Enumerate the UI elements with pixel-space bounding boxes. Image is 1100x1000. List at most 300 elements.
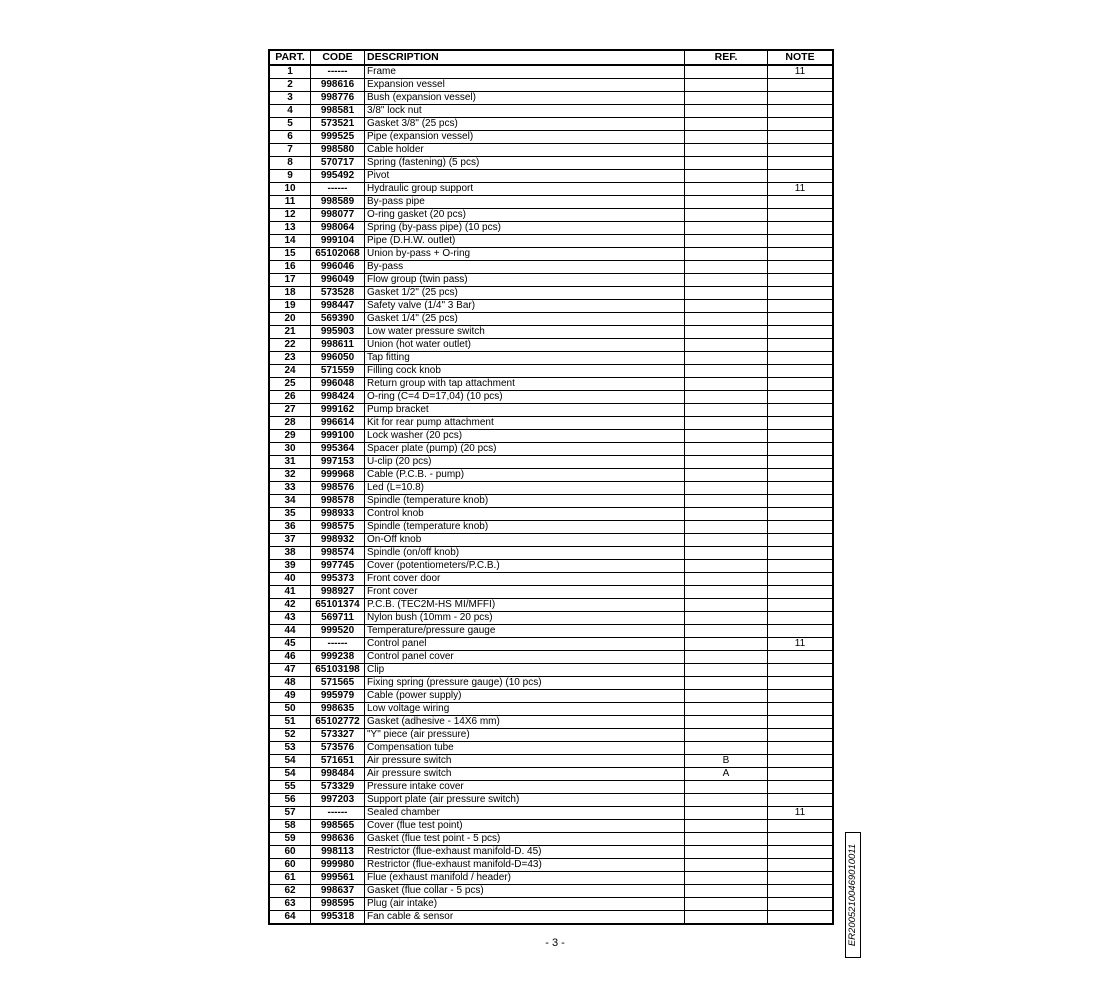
cell-ref bbox=[685, 898, 768, 911]
cell-part: 46 bbox=[269, 651, 311, 664]
cell-code: 996050 bbox=[311, 352, 365, 365]
cell-ref bbox=[685, 651, 768, 664]
cell-code: 998589 bbox=[311, 196, 365, 209]
cell-note bbox=[768, 872, 834, 885]
cell-ref: A bbox=[685, 768, 768, 781]
cell-part: 42 bbox=[269, 599, 311, 612]
cell-ref bbox=[685, 274, 768, 287]
cell-description: Kit for rear pump attachment bbox=[365, 417, 685, 430]
cell-ref bbox=[685, 742, 768, 755]
cell-code: ------ bbox=[311, 807, 365, 820]
cell-description: Union by-pass + O-ring bbox=[365, 248, 685, 261]
cell-note bbox=[768, 482, 834, 495]
cell-code: 998574 bbox=[311, 547, 365, 560]
cell-ref bbox=[685, 248, 768, 261]
cell-part: 34 bbox=[269, 495, 311, 508]
cell-description: Clip bbox=[365, 664, 685, 677]
cell-note bbox=[768, 586, 834, 599]
cell-note bbox=[768, 885, 834, 898]
cell-ref bbox=[685, 222, 768, 235]
cell-code: 998635 bbox=[311, 703, 365, 716]
cell-description: Nylon bush (10mm - 20 pcs) bbox=[365, 612, 685, 625]
cell-code: 999104 bbox=[311, 235, 365, 248]
cell-code: 998576 bbox=[311, 482, 365, 495]
table-row bbox=[269, 157, 833, 170]
table-row bbox=[269, 651, 833, 664]
cell-ref bbox=[685, 183, 768, 196]
table-row bbox=[269, 742, 833, 755]
cell-part: 20 bbox=[269, 313, 311, 326]
cell-ref bbox=[685, 521, 768, 534]
table-row bbox=[269, 820, 833, 833]
cell-code: 996048 bbox=[311, 378, 365, 391]
cell-part: 63 bbox=[269, 898, 311, 911]
cell-part: 40 bbox=[269, 573, 311, 586]
cell-description: Spring (by-pass pipe) (10 pcs) bbox=[365, 222, 685, 235]
cell-ref bbox=[685, 157, 768, 170]
cell-code: 570717 bbox=[311, 157, 365, 170]
cell-note: 11 bbox=[768, 183, 834, 196]
cell-part: 61 bbox=[269, 872, 311, 885]
cell-code: 999162 bbox=[311, 404, 365, 417]
cell-ref bbox=[685, 573, 768, 586]
cell-description: Flue (exhaust manifold / header) bbox=[365, 872, 685, 885]
table-row bbox=[269, 443, 833, 456]
table-row bbox=[269, 65, 833, 79]
cell-note bbox=[768, 690, 834, 703]
cell-note bbox=[768, 664, 834, 677]
cell-code: 998637 bbox=[311, 885, 365, 898]
cell-part: 6 bbox=[269, 131, 311, 144]
table-row bbox=[269, 690, 833, 703]
cell-description: Pivot bbox=[365, 170, 685, 183]
cell-description: Gasket 1/2" (25 pcs) bbox=[365, 287, 685, 300]
cell-code: 997203 bbox=[311, 794, 365, 807]
cell-part: 45 bbox=[269, 638, 311, 651]
cell-description: Support plate (air pressure switch) bbox=[365, 794, 685, 807]
cell-note bbox=[768, 599, 834, 612]
cell-part: 31 bbox=[269, 456, 311, 469]
table-row bbox=[269, 482, 833, 495]
cell-part: 15 bbox=[269, 248, 311, 261]
cell-code: 998077 bbox=[311, 209, 365, 222]
cell-part: 25 bbox=[269, 378, 311, 391]
cell-description: U-clip (20 pcs) bbox=[365, 456, 685, 469]
table-header bbox=[269, 50, 833, 65]
cell-description: Lock washer (20 pcs) bbox=[365, 430, 685, 443]
cell-part: 23 bbox=[269, 352, 311, 365]
cell-note bbox=[768, 404, 834, 417]
cell-part: 62 bbox=[269, 885, 311, 898]
cell-note bbox=[768, 105, 834, 118]
header-description: DESCRIPTION bbox=[365, 50, 685, 65]
cell-code: ------ bbox=[311, 638, 365, 651]
cell-ref bbox=[685, 664, 768, 677]
table-row bbox=[269, 833, 833, 846]
header-part: PART. bbox=[269, 50, 311, 65]
cell-code: 65102772 bbox=[311, 716, 365, 729]
table-row bbox=[269, 898, 833, 911]
cell-code: 999100 bbox=[311, 430, 365, 443]
cell-part: 8 bbox=[269, 157, 311, 170]
cell-code: 569390 bbox=[311, 313, 365, 326]
cell-note bbox=[768, 547, 834, 560]
cell-part: 26 bbox=[269, 391, 311, 404]
cell-ref: B bbox=[685, 755, 768, 768]
cell-note bbox=[768, 157, 834, 170]
cell-note bbox=[768, 820, 834, 833]
table-row bbox=[269, 872, 833, 885]
cell-note bbox=[768, 898, 834, 911]
cell-description: Front cover bbox=[365, 586, 685, 599]
cell-ref bbox=[685, 456, 768, 469]
cell-code: 573327 bbox=[311, 729, 365, 742]
table-row bbox=[269, 521, 833, 534]
cell-description: Air pressure switch bbox=[365, 768, 685, 781]
cell-note bbox=[768, 352, 834, 365]
table-row bbox=[269, 560, 833, 573]
cell-part: 9 bbox=[269, 170, 311, 183]
cell-description: Cable holder bbox=[365, 144, 685, 157]
cell-note bbox=[768, 326, 834, 339]
cell-description: Expansion vessel bbox=[365, 79, 685, 92]
cell-ref bbox=[685, 430, 768, 443]
cell-note bbox=[768, 300, 834, 313]
cell-part: 37 bbox=[269, 534, 311, 547]
table-row bbox=[269, 625, 833, 638]
cell-part: 64 bbox=[269, 911, 311, 925]
cell-description: Gasket 3/8" (25 pcs) bbox=[365, 118, 685, 131]
table-row bbox=[269, 378, 833, 391]
cell-note bbox=[768, 430, 834, 443]
cell-part: 14 bbox=[269, 235, 311, 248]
table-row bbox=[269, 300, 833, 313]
table-row bbox=[269, 781, 833, 794]
cell-description: Pipe (expansion vessel) bbox=[365, 131, 685, 144]
cell-ref bbox=[685, 287, 768, 300]
cell-description: Cable (P.C.B. - pump) bbox=[365, 469, 685, 482]
cell-ref bbox=[685, 638, 768, 651]
cell-code: 995364 bbox=[311, 443, 365, 456]
cell-ref bbox=[685, 495, 768, 508]
table-row bbox=[269, 170, 833, 183]
cell-code: 998927 bbox=[311, 586, 365, 599]
cell-description: On-Off knob bbox=[365, 534, 685, 547]
table-row bbox=[269, 495, 833, 508]
cell-note bbox=[768, 625, 834, 638]
cell-note bbox=[768, 261, 834, 274]
cell-ref bbox=[685, 79, 768, 92]
cell-part: 50 bbox=[269, 703, 311, 716]
table-row bbox=[269, 118, 833, 131]
cell-code: 996614 bbox=[311, 417, 365, 430]
cell-ref bbox=[685, 599, 768, 612]
cell-part: 3 bbox=[269, 92, 311, 105]
cell-part: 4 bbox=[269, 105, 311, 118]
cell-note bbox=[768, 846, 834, 859]
cell-note bbox=[768, 534, 834, 547]
cell-note bbox=[768, 612, 834, 625]
cell-ref bbox=[685, 794, 768, 807]
cell-code: 995492 bbox=[311, 170, 365, 183]
cell-note bbox=[768, 859, 834, 872]
cell-description: Compensation tube bbox=[365, 742, 685, 755]
cell-ref bbox=[685, 586, 768, 599]
cell-code: 573521 bbox=[311, 118, 365, 131]
table-row bbox=[269, 794, 833, 807]
table-row bbox=[269, 352, 833, 365]
cell-ref bbox=[685, 781, 768, 794]
cell-note bbox=[768, 365, 834, 378]
table-row bbox=[269, 235, 833, 248]
table-row bbox=[269, 755, 833, 768]
cell-ref bbox=[685, 378, 768, 391]
cell-part: 52 bbox=[269, 729, 311, 742]
table-row bbox=[269, 703, 833, 716]
table-row bbox=[269, 729, 833, 742]
cell-note bbox=[768, 833, 834, 846]
table-row bbox=[269, 248, 833, 261]
cell-ref bbox=[685, 703, 768, 716]
cell-description: Low voltage wiring bbox=[365, 703, 685, 716]
cell-ref bbox=[685, 313, 768, 326]
cell-ref bbox=[685, 131, 768, 144]
table-row bbox=[269, 365, 833, 378]
cell-code: 995318 bbox=[311, 911, 365, 925]
cell-description: P.C.B. (TEC2M-HS MI/MFFI) bbox=[365, 599, 685, 612]
cell-code: 573528 bbox=[311, 287, 365, 300]
cell-code: 998580 bbox=[311, 144, 365, 157]
cell-code: 998581 bbox=[311, 105, 365, 118]
cell-note bbox=[768, 118, 834, 131]
cell-description: Gasket (adhesive - 14X6 mm) bbox=[365, 716, 685, 729]
cell-note bbox=[768, 768, 834, 781]
table-row bbox=[269, 846, 833, 859]
cell-note bbox=[768, 911, 834, 925]
cell-description: Control knob bbox=[365, 508, 685, 521]
cell-ref bbox=[685, 339, 768, 352]
cell-ref bbox=[685, 872, 768, 885]
table-row bbox=[269, 287, 833, 300]
cell-note bbox=[768, 287, 834, 300]
cell-part: 21 bbox=[269, 326, 311, 339]
cell-part: 58 bbox=[269, 820, 311, 833]
cell-code: 998933 bbox=[311, 508, 365, 521]
header-ref: REF. bbox=[685, 50, 768, 65]
cell-part: 51 bbox=[269, 716, 311, 729]
cell-note bbox=[768, 729, 834, 742]
table-row bbox=[269, 547, 833, 560]
cell-note: 11 bbox=[768, 638, 834, 651]
table-row bbox=[269, 391, 833, 404]
cell-description: Temperature/pressure gauge bbox=[365, 625, 685, 638]
cell-part: 28 bbox=[269, 417, 311, 430]
cell-code: 998932 bbox=[311, 534, 365, 547]
cell-part: 55 bbox=[269, 781, 311, 794]
cell-part: 57 bbox=[269, 807, 311, 820]
cell-note bbox=[768, 781, 834, 794]
cell-part: 5 bbox=[269, 118, 311, 131]
cell-code: 999525 bbox=[311, 131, 365, 144]
table-row bbox=[269, 131, 833, 144]
cell-ref bbox=[685, 716, 768, 729]
cell-ref bbox=[685, 170, 768, 183]
cell-code: 65102068 bbox=[311, 248, 365, 261]
table-row bbox=[269, 807, 833, 820]
cell-note bbox=[768, 716, 834, 729]
cell-description: Frame bbox=[365, 65, 685, 79]
cell-code: 998113 bbox=[311, 846, 365, 859]
cell-ref bbox=[685, 443, 768, 456]
cell-ref bbox=[685, 859, 768, 872]
cell-ref bbox=[685, 352, 768, 365]
cell-ref bbox=[685, 807, 768, 820]
table-row bbox=[269, 573, 833, 586]
cell-part: 24 bbox=[269, 365, 311, 378]
cell-code: 997153 bbox=[311, 456, 365, 469]
cell-code: 998484 bbox=[311, 768, 365, 781]
cell-description: Safety valve (1/4" 3 Bar) bbox=[365, 300, 685, 313]
cell-code: 998578 bbox=[311, 495, 365, 508]
cell-description: Air pressure switch bbox=[365, 755, 685, 768]
table-row bbox=[269, 612, 833, 625]
cell-part: 54 bbox=[269, 768, 311, 781]
cell-ref bbox=[685, 326, 768, 339]
cell-description: 3/8" lock nut bbox=[365, 105, 685, 118]
cell-description: Pipe (D.H.W. outlet) bbox=[365, 235, 685, 248]
cell-ref bbox=[685, 911, 768, 925]
cell-ref bbox=[685, 261, 768, 274]
table-row bbox=[269, 183, 833, 196]
cell-note bbox=[768, 677, 834, 690]
cell-code: 998424 bbox=[311, 391, 365, 404]
cell-description: Plug (air intake) bbox=[365, 898, 685, 911]
cell-code: 995979 bbox=[311, 690, 365, 703]
cell-ref bbox=[685, 846, 768, 859]
table-row bbox=[269, 79, 833, 92]
cell-ref bbox=[685, 105, 768, 118]
cell-part: 11 bbox=[269, 196, 311, 209]
cell-ref bbox=[685, 404, 768, 417]
cell-description: Filling cock knob bbox=[365, 365, 685, 378]
cell-code: 571651 bbox=[311, 755, 365, 768]
table-row bbox=[269, 326, 833, 339]
cell-code: 65101374 bbox=[311, 599, 365, 612]
cell-note bbox=[768, 495, 834, 508]
cell-ref bbox=[685, 885, 768, 898]
cell-part: 17 bbox=[269, 274, 311, 287]
cell-ref bbox=[685, 677, 768, 690]
cell-code: ------ bbox=[311, 183, 365, 196]
cell-code: 998636 bbox=[311, 833, 365, 846]
cell-ref bbox=[685, 534, 768, 547]
table-row bbox=[269, 586, 833, 599]
cell-note bbox=[768, 521, 834, 534]
table-row bbox=[269, 417, 833, 430]
cell-ref bbox=[685, 729, 768, 742]
cell-code: 998611 bbox=[311, 339, 365, 352]
table-row bbox=[269, 209, 833, 222]
cell-ref bbox=[685, 690, 768, 703]
cell-code: 999980 bbox=[311, 859, 365, 872]
cell-part: 27 bbox=[269, 404, 311, 417]
cell-part: 39 bbox=[269, 560, 311, 573]
cell-part: 43 bbox=[269, 612, 311, 625]
cell-ref bbox=[685, 417, 768, 430]
cell-note bbox=[768, 651, 834, 664]
cell-note: 11 bbox=[768, 65, 834, 79]
cell-note bbox=[768, 755, 834, 768]
table-body bbox=[269, 65, 833, 924]
table-row bbox=[269, 508, 833, 521]
header-row bbox=[269, 50, 833, 65]
table-row bbox=[269, 92, 833, 105]
cell-ref bbox=[685, 92, 768, 105]
cell-part: 13 bbox=[269, 222, 311, 235]
cell-description: Flow group (twin pass) bbox=[365, 274, 685, 287]
cell-description: Fixing spring (pressure gauge) (10 pcs) bbox=[365, 677, 685, 690]
cell-part: 36 bbox=[269, 521, 311, 534]
table-row bbox=[269, 274, 833, 287]
cell-description: Fan cable & sensor bbox=[365, 911, 685, 925]
cell-part: 41 bbox=[269, 586, 311, 599]
cell-note bbox=[768, 417, 834, 430]
cell-ref bbox=[685, 209, 768, 222]
cell-part: 47 bbox=[269, 664, 311, 677]
cell-part: 19 bbox=[269, 300, 311, 313]
cell-note bbox=[768, 196, 834, 209]
cell-ref bbox=[685, 65, 768, 79]
cell-description: Gasket 1/4" (25 pcs) bbox=[365, 313, 685, 326]
cell-description: Cover (potentiometers/P.C.B.) bbox=[365, 560, 685, 573]
cell-description: Hydraulic group support bbox=[365, 183, 685, 196]
cell-note bbox=[768, 144, 834, 157]
cell-description: Control panel bbox=[365, 638, 685, 651]
cell-description: Union (hot water outlet) bbox=[365, 339, 685, 352]
cell-part: 29 bbox=[269, 430, 311, 443]
cell-description: Tap fitting bbox=[365, 352, 685, 365]
cell-code: 573329 bbox=[311, 781, 365, 794]
document-code: ER20052100469010011 bbox=[845, 832, 861, 958]
cell-code: ------ bbox=[311, 65, 365, 79]
cell-description: Spacer plate (pump) (20 pcs) bbox=[365, 443, 685, 456]
table-row bbox=[269, 261, 833, 274]
cell-ref bbox=[685, 508, 768, 521]
cell-part: 60 bbox=[269, 846, 311, 859]
table-row bbox=[269, 469, 833, 482]
cell-description: Spring (fastening) (5 pcs) bbox=[365, 157, 685, 170]
cell-code: 998595 bbox=[311, 898, 365, 911]
cell-note bbox=[768, 378, 834, 391]
cell-note bbox=[768, 742, 834, 755]
cell-ref bbox=[685, 547, 768, 560]
cell-code: 998616 bbox=[311, 79, 365, 92]
cell-description: Spindle (temperature knob) bbox=[365, 521, 685, 534]
cell-part: 56 bbox=[269, 794, 311, 807]
table-row bbox=[269, 534, 833, 547]
cell-description: Cable (power supply) bbox=[365, 690, 685, 703]
header-code: CODE bbox=[311, 50, 365, 65]
cell-ref bbox=[685, 118, 768, 131]
cell-note bbox=[768, 560, 834, 573]
cell-description: Spindle (on/off knob) bbox=[365, 547, 685, 560]
cell-part: 38 bbox=[269, 547, 311, 560]
cell-description: Control panel cover bbox=[365, 651, 685, 664]
cell-description: Return group with tap attachment bbox=[365, 378, 685, 391]
cell-ref bbox=[685, 625, 768, 638]
cell-note bbox=[768, 573, 834, 586]
table-row bbox=[269, 196, 833, 209]
